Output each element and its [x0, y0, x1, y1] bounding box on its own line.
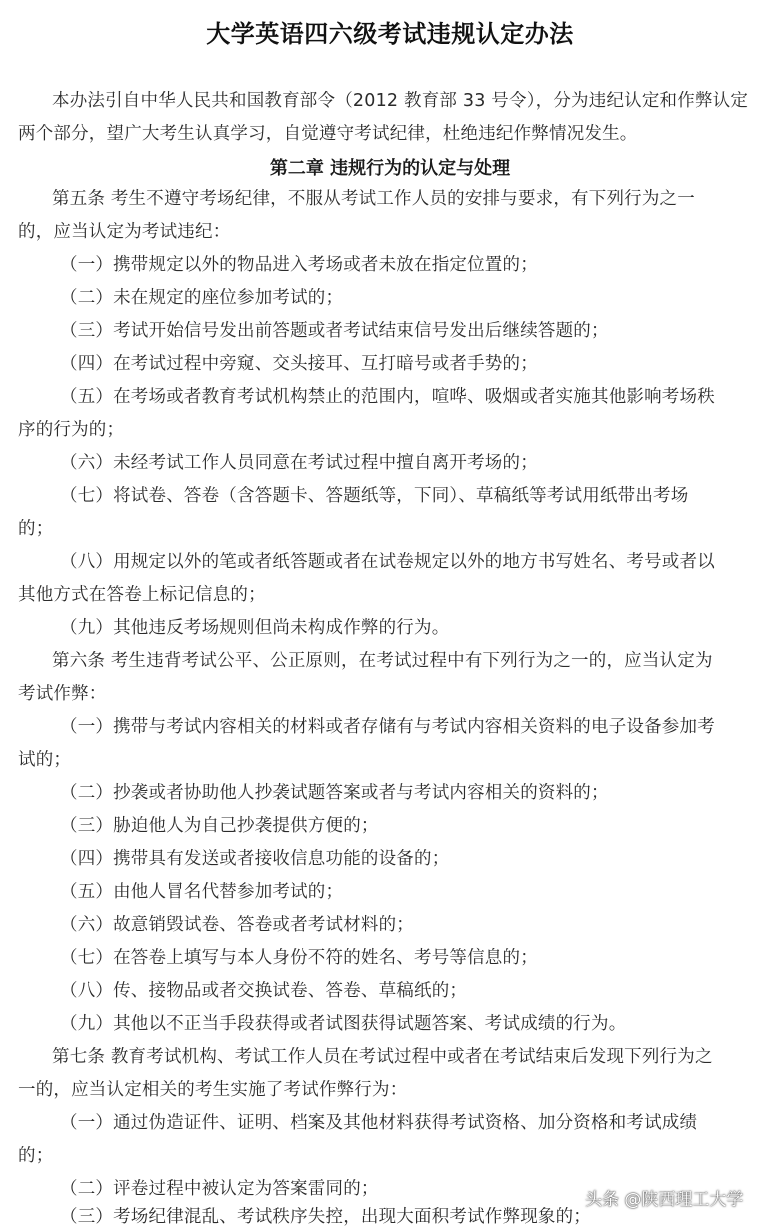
- article6-item-1: （一）携带与考试内容相关的材料或者存储有与考试内容相关资料的电子设备参加考: [60, 717, 715, 737]
- article5-line-2: 的，应当认定为考试违纪：: [18, 222, 231, 242]
- article7-item-1: （一）通过伪造证件、证明、档案及其他材料获得考试资格、加分资格和考试成绩: [60, 1113, 698, 1133]
- article6-item-9: （九）其他以不正当手段获得或者试图获得试题答案、考试成绩的行为。: [60, 1014, 627, 1034]
- document-title: 大学英语四六级考试违规认定办法: [206, 20, 574, 48]
- article7-item-3: （三）考场纪律混乱、考试秩序失控，出现大面积考试作弊现象的；: [60, 1207, 591, 1227]
- article5-item-5-cont: 序的行为的；: [18, 420, 125, 440]
- article5-item-3: （三）考试开始信号发出前答题或者考试结束信号发出后继续答题的；: [60, 321, 609, 341]
- article5-item-1: （一）携带规定以外的物品进入考场或者未放在指定位置的；: [60, 255, 538, 275]
- article5-item-4: （四）在考试过程中旁窥、交头接耳、互打暗号或者手势的；: [60, 354, 538, 374]
- article6-item-2: （二）抄袭或者协助他人抄袭试题答案或者与考试内容相关的资料的；: [60, 783, 609, 803]
- article7-line-2: 一的，应当认定相关的考生实施了考试作弊行为：: [18, 1080, 408, 1100]
- intro-line-2: 两个部分，望广大考生认真学习，自觉遵守考试纪律，杜绝违纪作弊情况发生。: [18, 124, 638, 144]
- article7-item-2: （二）评卷过程中被认定为答案雷同的；: [60, 1179, 379, 1199]
- article6-item-8: （八）传、接物品或者交换试卷、答卷、草稿纸的；: [60, 981, 468, 1001]
- article5-item-2: （二）未在规定的座位参加考试的；: [60, 288, 344, 308]
- article6-item-4: （四）携带具有发送或者接收信息功能的设备的；: [60, 849, 450, 869]
- article5-item-7-cont: 的；: [18, 519, 54, 539]
- chapter-heading: 第二章 违规行为的认定与处理: [269, 158, 511, 179]
- article7-line-1: 第七条 教育考试机构、考试工作人员在考试过程中或者在考试结束后发现下列行为之: [52, 1047, 713, 1067]
- article6-item-7: （七）在答卷上填写与本人身份不符的姓名、考号等信息的；: [60, 948, 538, 968]
- article7-item-1-cont: 的；: [18, 1146, 54, 1166]
- article6-item-1-cont: 试的；: [18, 750, 72, 770]
- article5-item-8-cont: 其他方式在答卷上标记信息的；: [18, 585, 266, 605]
- article6-line-2: 考试作弊：: [18, 684, 107, 704]
- source-watermark: 头条 @陕西理工大学: [585, 1190, 744, 1210]
- article5-item-9: （九）其他违反考场规则但尚未构成作弊的行为。: [60, 618, 450, 638]
- article5-item-6: （六）未经考试工作人员同意在考试过程中擅自离开考场的；: [60, 453, 538, 473]
- article5-item-8: （八）用规定以外的笔或者纸答题或者在试卷规定以外的地方书写姓名、考号或者以: [60, 552, 715, 572]
- article5-item-5: （五）在考场或者教育考试机构禁止的范围内，喧哗、吸烟或者实施其他影响考场秩: [60, 387, 715, 407]
- article6-line-1: 第六条 考生违背考试公平、公正原则，在考试过程中有下列行为之一的，应当认定为: [52, 651, 713, 671]
- article6-item-5: （五）由他人冒名代替参加考试的；: [60, 882, 344, 902]
- intro-line-1: 本办法引自中华人民共和国教育部令（2012 教育部 33 号令），分为违纪认定和作弊认定: [52, 91, 749, 111]
- article5-item-7: （七）将试卷、答卷（含答题卡、答题纸等，下同）、草稿纸等考试用纸带出考场: [60, 486, 689, 506]
- article5-line-1: 第五条 考生不遵守考场纪律，不服从考试工作人员的安排与要求，有下列行为之一: [52, 189, 695, 209]
- article6-item-6: （六）故意销毁试卷、答卷或者考试材料的；: [60, 915, 414, 935]
- article6-item-3: （三）胁迫他人为自己抄袭提供方便的；: [60, 816, 379, 836]
